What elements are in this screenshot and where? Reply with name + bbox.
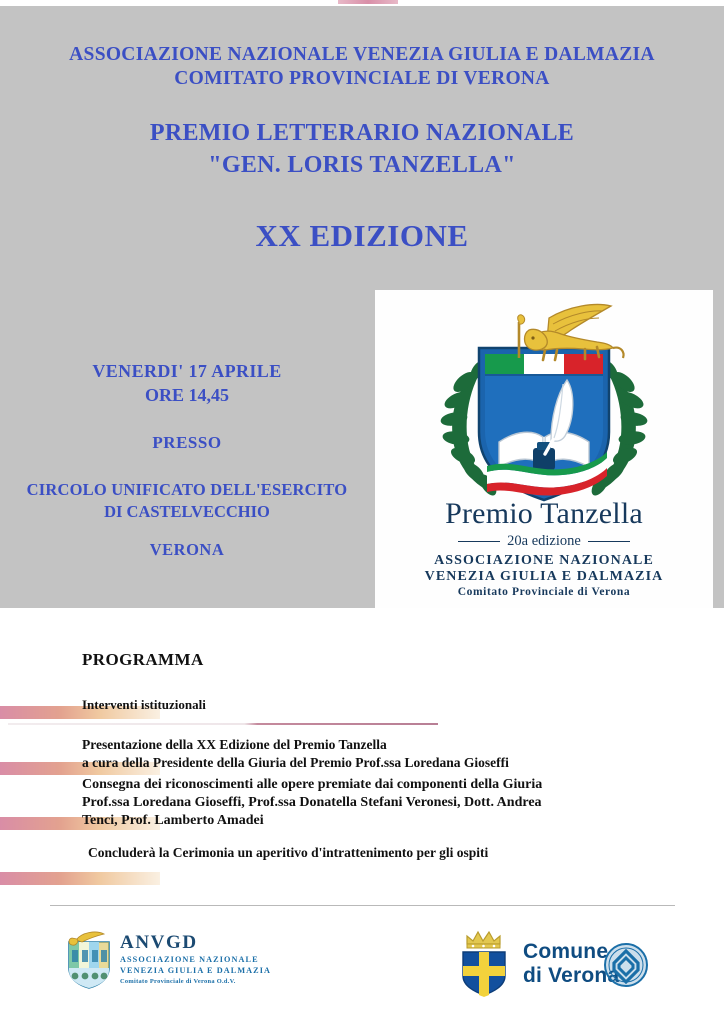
anvgd-line-1: ASSOCIAZIONE NAZIONALE bbox=[120, 955, 259, 964]
logo-subtitle-line-2: VENEZIA GIULIA E DALMAZIA bbox=[424, 569, 664, 584]
prize-title-line-1: PREMIO LETTERARIO NAZIONALE bbox=[149, 120, 575, 146]
anvgd-line-2: VENEZIA GIULIA E DALMAZIA bbox=[120, 966, 272, 976]
logo-rule-right bbox=[588, 541, 630, 543]
programme-item-2 bbox=[82, 736, 642, 771]
event-venue-line-1: CIRCOLO UNIFICATO DELL'ESERCITO bbox=[26, 480, 348, 499]
logo-rule-left bbox=[458, 541, 500, 543]
premio-tanzella-logo-card bbox=[375, 290, 713, 608]
event-venue-line-2: DI CASTELVECCHIO bbox=[104, 502, 270, 521]
programme-title: PROGRAMMA bbox=[82, 650, 204, 669]
footer-divider bbox=[50, 905, 675, 906]
comune-crest-icon bbox=[455, 928, 517, 998]
prize-title-line-2: "GEN. LORIS TANZELLA" bbox=[208, 152, 516, 178]
anvgd-text-block bbox=[120, 932, 305, 985]
logo-subtitle-line-3: Comitato Provinciale di Verona bbox=[457, 586, 631, 598]
event-date: VENERDI' 17 APRILE bbox=[92, 361, 282, 381]
programme-item-1: Interventi istituzionali bbox=[82, 697, 206, 712]
event-at-label: PRESSO bbox=[152, 433, 222, 452]
city-circular-emblem-icon bbox=[603, 942, 649, 988]
logo-subtitle-line-1: ASSOCIAZIONE NAZIONALE bbox=[434, 553, 654, 568]
event-city: VERONA bbox=[149, 540, 225, 559]
edition-title: XX EDIZIONE bbox=[255, 218, 469, 253]
programme-item-3 bbox=[82, 776, 642, 831]
comune-line-2: di Verona bbox=[523, 964, 620, 988]
association-line-1: ASSOCIAZIONE NAZIONALE VENEZIA GIULIA E DALMAZIA bbox=[69, 44, 655, 65]
top-accent-rule bbox=[338, 0, 398, 4]
logo-edition: 20a edizione bbox=[507, 533, 581, 549]
logo-edition-row bbox=[375, 533, 713, 550]
anvgd-logo bbox=[66, 930, 306, 1000]
premio-tanzella-crest-icon bbox=[375, 290, 713, 512]
programme-item-2-line-1: Presentazione della XX Edizione del Premio Tanzella bbox=[82, 737, 387, 752]
comune-line-1: Comune bbox=[523, 940, 609, 963]
anvgd-line-3: Comitato Provinciale di Verona O.d.V. bbox=[120, 978, 236, 986]
programme-item-3-line-3: Tenci, Prof. Lamberto Amadei bbox=[82, 813, 264, 829]
event-time: ORE 14,45 bbox=[144, 385, 229, 405]
programme-item-2-line-2: a cura della Presidente della Giuria del Premio Prof.ssa Loredana Gioseffi bbox=[82, 754, 509, 770]
anvgd-acronym: ANVGD bbox=[120, 932, 198, 953]
decor-bar-4 bbox=[0, 872, 160, 885]
programme-item-3-line-2: Prof.ssa Loredana Gioseffi, Prof.ssa Donatella Stefani Veronesi, Dott. Andrea bbox=[82, 795, 542, 811]
logo-title: Premio Tanzella bbox=[445, 497, 643, 530]
association-line-2: COMITATO PROVINCIALE DI VERONA bbox=[174, 68, 550, 89]
anvgd-crest-icon bbox=[66, 930, 112, 990]
programme-item-4: Concluderà la Cerimonia un aperitivo d'intrattenimento per gli ospiti bbox=[88, 845, 489, 860]
programme-item-3-line-1: Consegna dei riconoscimenti alle opere premiate dai componenti della Giuria bbox=[82, 777, 543, 792]
programme-rose-rule bbox=[8, 723, 438, 725]
comune-di-verona-logo bbox=[455, 928, 670, 1000]
